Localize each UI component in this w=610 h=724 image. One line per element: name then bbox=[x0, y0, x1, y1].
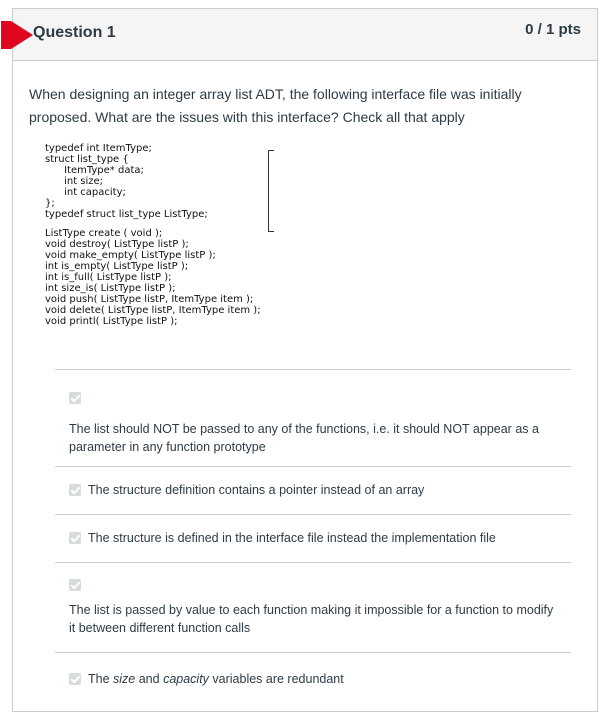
checkbox-checked-icon[interactable] bbox=[69, 392, 81, 404]
question-flag-icon[interactable] bbox=[1, 21, 11, 49]
question-card bbox=[12, 8, 598, 712]
code-line bbox=[45, 220, 261, 228]
checkbox-checked-icon[interactable] bbox=[69, 532, 81, 544]
code-line: void make_empty( ListType listP ); bbox=[45, 250, 216, 261]
code-image bbox=[45, 143, 261, 327]
checkbox-checked-icon[interactable] bbox=[69, 579, 81, 591]
code-line: int size_is( ListType listP ); bbox=[45, 283, 176, 294]
answer-option-4[interactable] bbox=[55, 562, 571, 652]
answer-text-5-mid: and bbox=[135, 672, 164, 686]
flag-arrow-icon bbox=[11, 21, 33, 49]
code-line: void printl( ListType listP ); bbox=[45, 316, 178, 327]
answer-option-5[interactable] bbox=[55, 652, 571, 707]
question-title: Question 1 bbox=[33, 24, 116, 41]
answer-option-2[interactable] bbox=[55, 466, 571, 514]
answer-list bbox=[55, 369, 571, 707]
checkbox-checked-icon[interactable] bbox=[69, 673, 81, 685]
code-line: int is_full( ListType listP ); bbox=[45, 272, 172, 283]
code-line: void destroy( ListType listP ); bbox=[45, 239, 189, 250]
answer-text-5-size: size bbox=[113, 672, 136, 686]
answer-option-3[interactable] bbox=[55, 514, 571, 562]
question-prompt: When designing an integer array list ADT, the following interface file was initially proposed. What are the issues with this interface? Check all that apply bbox=[29, 86, 522, 125]
answer-text-5 bbox=[88, 670, 558, 688]
code-line: ListType create ( void ); bbox=[45, 228, 163, 239]
answer-text-4: The list is passed by value to each function making it impossible for a function to modify it between different function calls bbox=[69, 603, 554, 635]
answer-text-2: The structure definition contains a pointer instead of an array bbox=[88, 483, 425, 497]
code-line: void delete( ListType listP, ItemType item ); bbox=[45, 305, 261, 316]
code-line: typedef struct list_type ListType; bbox=[45, 209, 208, 220]
question-header bbox=[13, 9, 597, 61]
code-line: struct list_type { bbox=[45, 154, 129, 165]
code-line: int is_empty( ListType listP ); bbox=[45, 261, 189, 272]
code-line: typedef int ItemType; bbox=[45, 143, 152, 154]
checkbox-checked-icon[interactable] bbox=[69, 484, 81, 496]
code-bracket bbox=[268, 150, 274, 232]
question-points: 0 / 1 pts bbox=[525, 21, 581, 38]
code-line: int size; bbox=[45, 176, 104, 187]
answer-text-5-pre: The bbox=[88, 672, 114, 686]
answer-text-5-capacity: capacity bbox=[163, 672, 209, 686]
code-line: void push( ListType listP, ItemType item ); bbox=[45, 294, 254, 305]
code-line: ItemType* data; bbox=[45, 165, 144, 176]
code-line: int capacity; bbox=[45, 187, 126, 198]
answer-text-5-post: variables are redundant bbox=[208, 672, 344, 686]
answer-text-1: The list should NOT be passed to any of the functions, i.e. it should NOT appear as a parameter in any function prototype bbox=[69, 422, 539, 454]
answer-option-1[interactable] bbox=[55, 369, 571, 466]
answer-text-3: The structure is defined in the interface file instead the implementation file bbox=[88, 531, 496, 545]
code-line: }; bbox=[45, 198, 55, 209]
